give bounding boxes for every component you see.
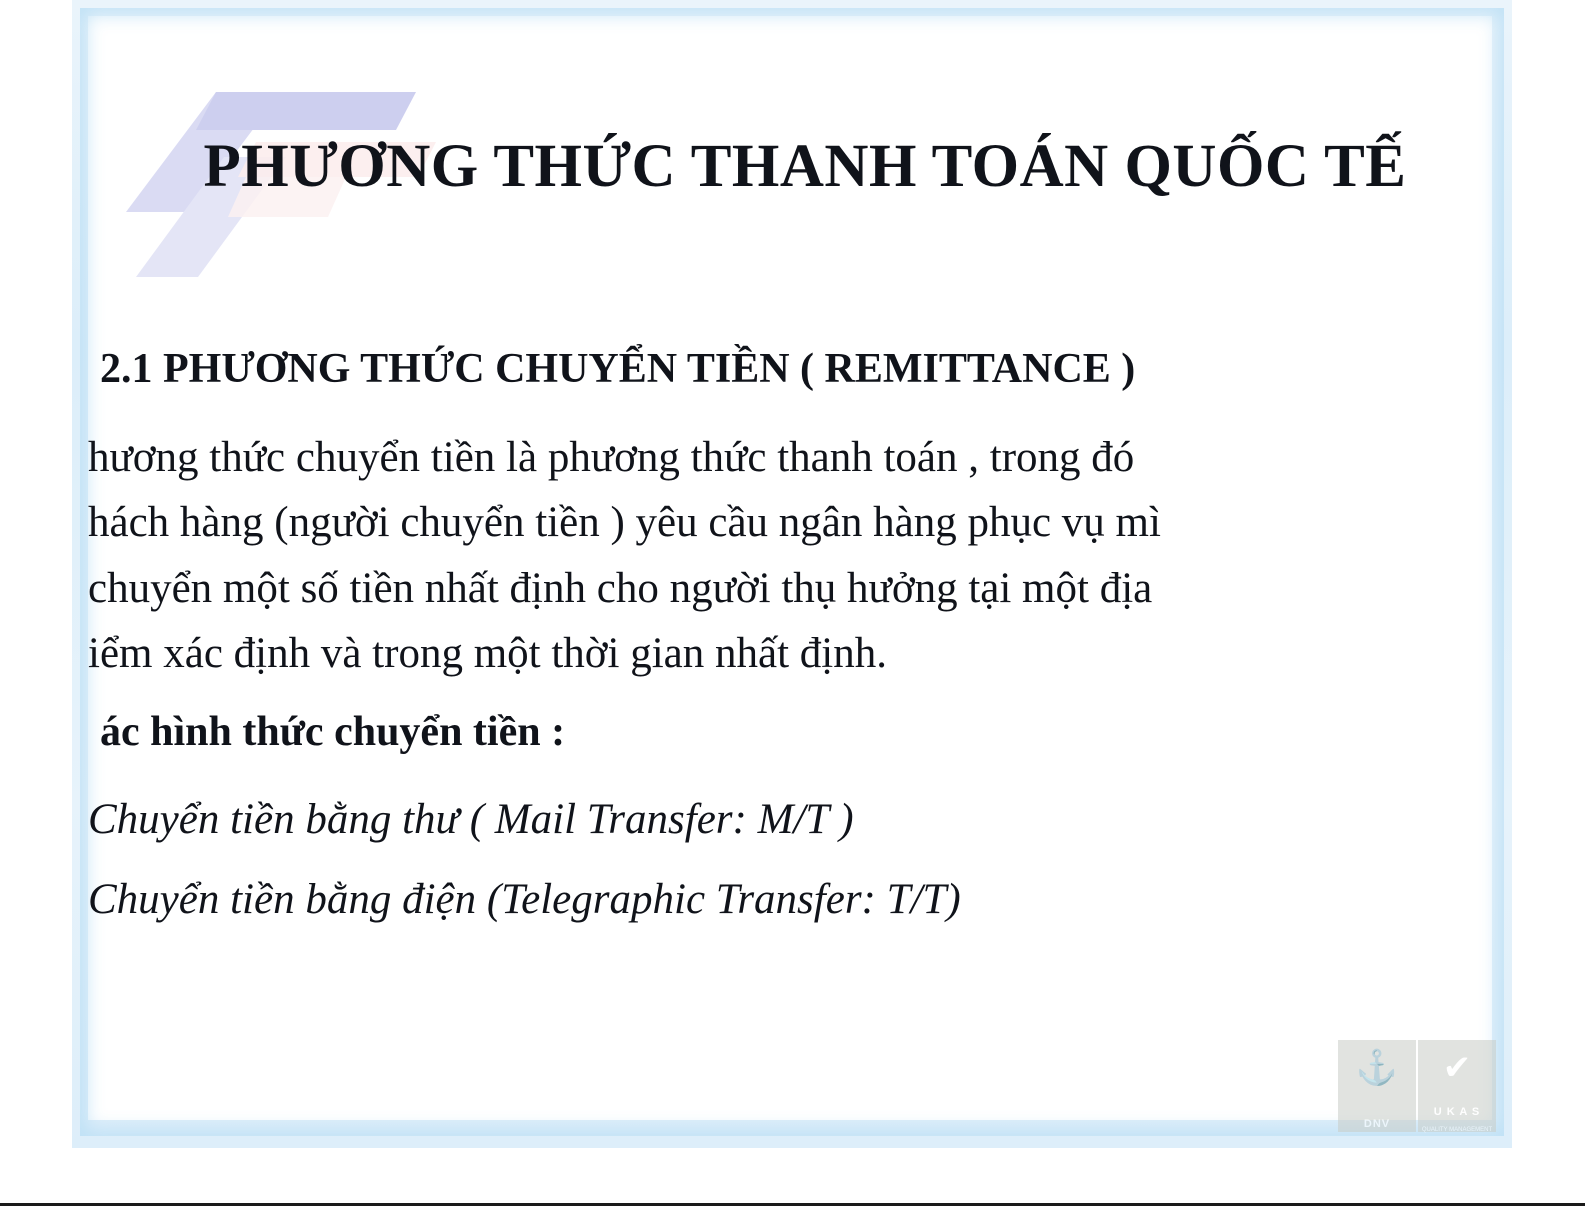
body-line-1: hương thức chuyển tiền là phương thức thanh toán , trong đó — [88, 434, 1135, 481]
certification-marks — [1338, 1040, 1498, 1132]
list-item: Chuyển tiền bằng điện (Telegraphic Transfer: T/T) — [88, 875, 961, 923]
body-line-4: iểm xác định và trong một thời gian nhất định. — [88, 630, 887, 678]
check-icon: ✔ — [1442, 1050, 1472, 1087]
body-line-3: chuyển một số tiền nhất định cho người thụ hưởng tại một địa — [88, 564, 1153, 612]
bottom-divider — [0, 1203, 1585, 1206]
section-heading: 2.1 PHƯƠNG THỨC CHUYỂN TIỀN ( REMITTANCE ) — [100, 346, 1136, 392]
dnv-certification-icon — [1338, 1040, 1416, 1132]
dnv-label: DNV — [1363, 1118, 1391, 1130]
body-paragraph — [88, 425, 1488, 686]
body-line-2: hách hàng (người chuyển tiền ) yêu cầu ngân hàng phục vụ mì — [88, 499, 1161, 547]
sub-heading: ác hình thức chuyển tiền : — [100, 709, 566, 755]
slide-title: PHƯƠNG THỨC THANH TOÁN QUỐC TẾ — [203, 133, 1407, 200]
anchor-icon: ⚓ — [1355, 1050, 1399, 1087]
list-item: Chuyển tiền bằng thư ( Mail Transfer: M/T ) — [88, 796, 854, 843]
transfer-methods-list — [88, 780, 1488, 939]
ukas-sublabel: QUALITY MANAGEMENT — [1421, 1127, 1493, 1133]
ukas-certification-icon — [1418, 1040, 1496, 1132]
ukas-label: U K A S — [1433, 1106, 1481, 1118]
